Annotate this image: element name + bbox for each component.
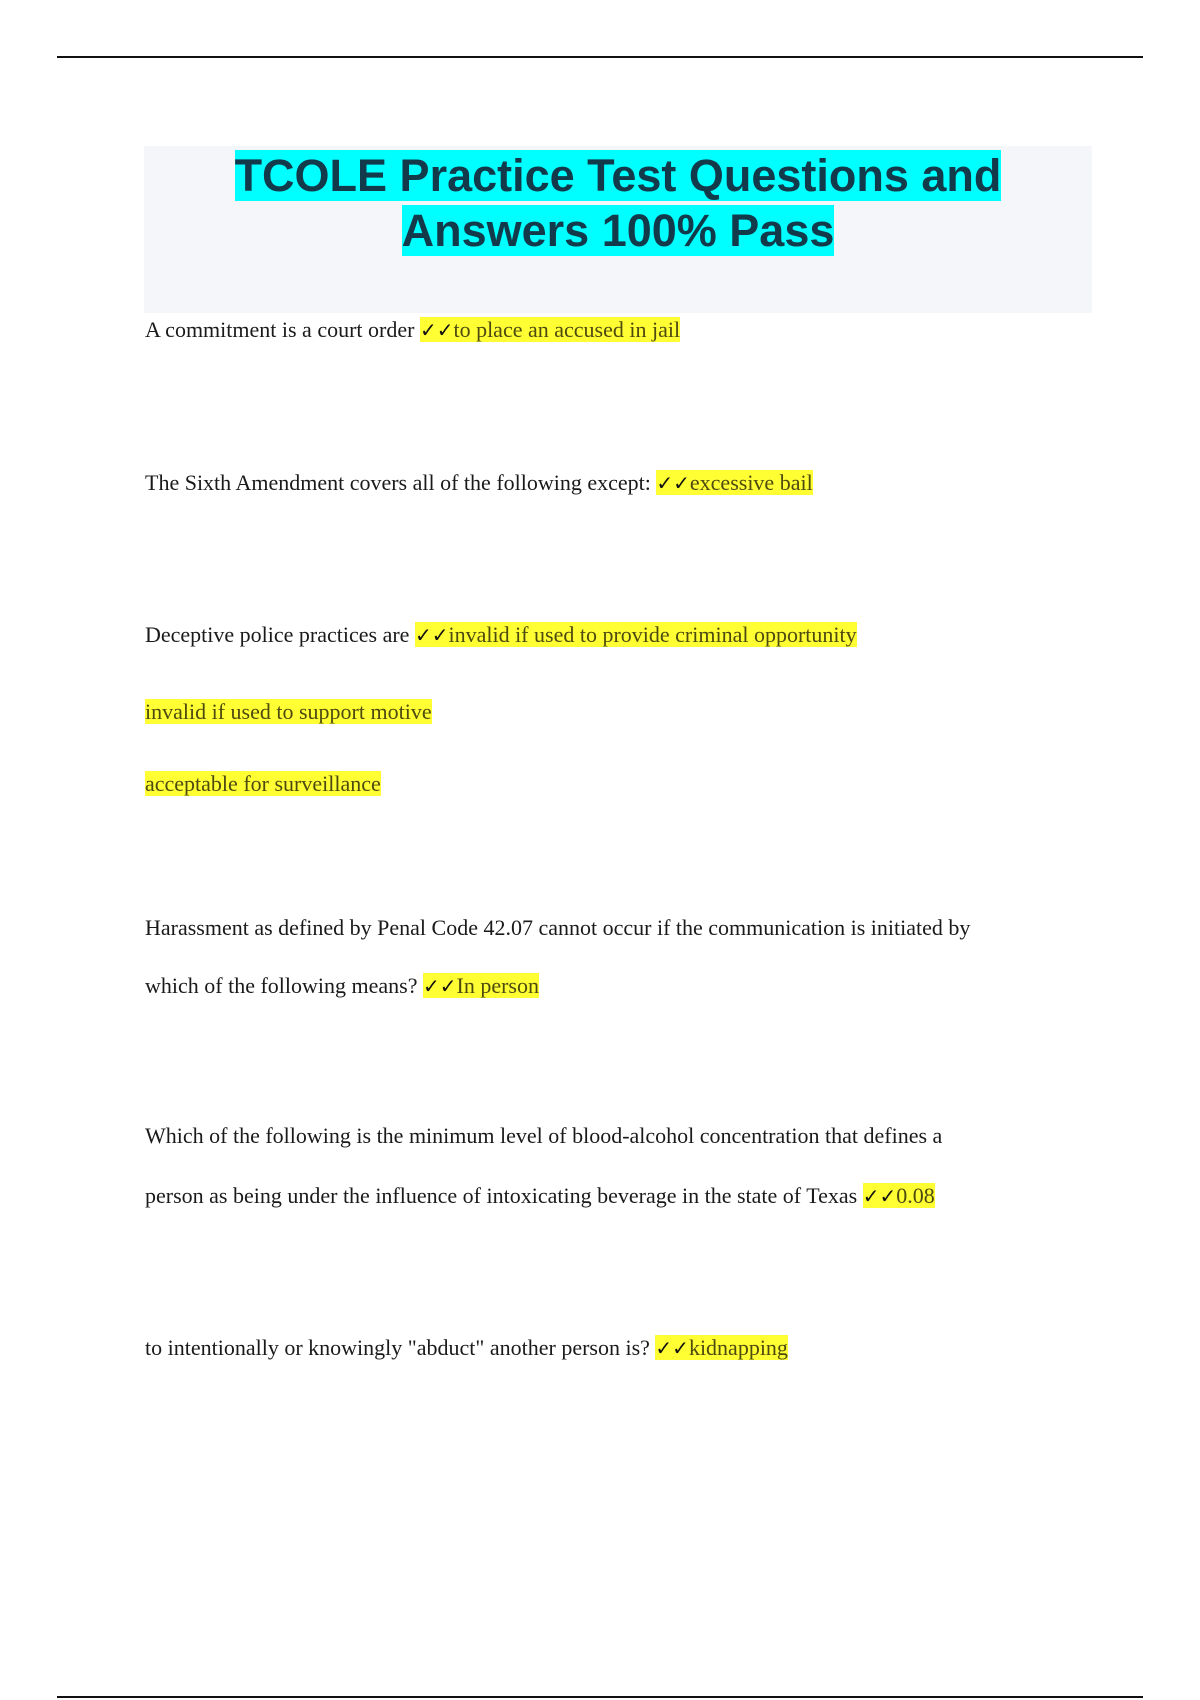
question-text: Which of the following is the minimum level of blood-alcohol concentration that defines a	[145, 1123, 943, 1148]
answer-highlight	[863, 1183, 935, 1208]
double-check-icon: ✓✓	[419, 318, 454, 342]
answer-highlight	[655, 1335, 788, 1360]
answer-text: kidnapping	[688, 1335, 788, 1360]
qa-item-2	[145, 467, 813, 499]
question-text: The Sixth Amendment covers all of the following except:	[145, 470, 657, 495]
title-line-2: Answers 100% Pass	[401, 205, 835, 256]
answer-highlight	[420, 317, 680, 342]
qa-item-3-answer-line-3	[145, 768, 381, 800]
question-text: person as being under the influence of intoxicating beverage in the state of Texas	[145, 1183, 863, 1208]
answer-text: to place an accused in jail	[453, 317, 681, 342]
answer-highlight	[423, 973, 539, 998]
double-check-icon: ✓✓	[423, 974, 457, 998]
qa-item-6	[145, 1332, 788, 1364]
answer-text: invalid if used to provide criminal opportunity	[448, 622, 857, 647]
answer-text: 0.08	[896, 1183, 935, 1208]
title-line-1: TCOLE Practice Test Questions and	[234, 150, 1002, 201]
qa-item-5-line-2	[145, 1180, 935, 1212]
question-text: which of the following means?	[145, 973, 423, 998]
answer-text: excessive bail	[689, 470, 813, 495]
qa-item-4-line-2	[145, 970, 539, 1002]
answer-text: In person	[456, 973, 539, 998]
qa-item-4-line-1	[145, 912, 970, 944]
answer-text: acceptable for surveillance	[145, 771, 381, 796]
answer-text: invalid if used to support motive	[145, 699, 432, 724]
qa-item-5-line-1	[145, 1120, 942, 1152]
title-box	[144, 146, 1092, 313]
top-rule	[57, 56, 1143, 58]
answer-highlight	[415, 622, 857, 647]
question-text: A commitment is a court order	[145, 317, 420, 342]
double-check-icon: ✓✓	[414, 623, 449, 647]
question-text: to intentionally or knowingly "abduct" another person is?	[145, 1335, 656, 1360]
qa-item-1	[145, 314, 680, 346]
page-title	[144, 148, 1092, 258]
qa-item-3	[145, 619, 857, 651]
double-check-icon: ✓✓	[656, 471, 690, 495]
double-check-icon: ✓✓	[655, 1336, 689, 1360]
double-check-icon: ✓✓	[862, 1184, 897, 1208]
question-text: Harassment as defined by Penal Code 42.07 cannot occur if the communication is initiated by	[145, 915, 971, 940]
answer-highlight	[656, 470, 812, 495]
qa-item-3-answer-line-2	[145, 696, 432, 728]
question-text: Deceptive police practices are	[145, 622, 415, 647]
bottom-rule	[57, 1696, 1143, 1698]
